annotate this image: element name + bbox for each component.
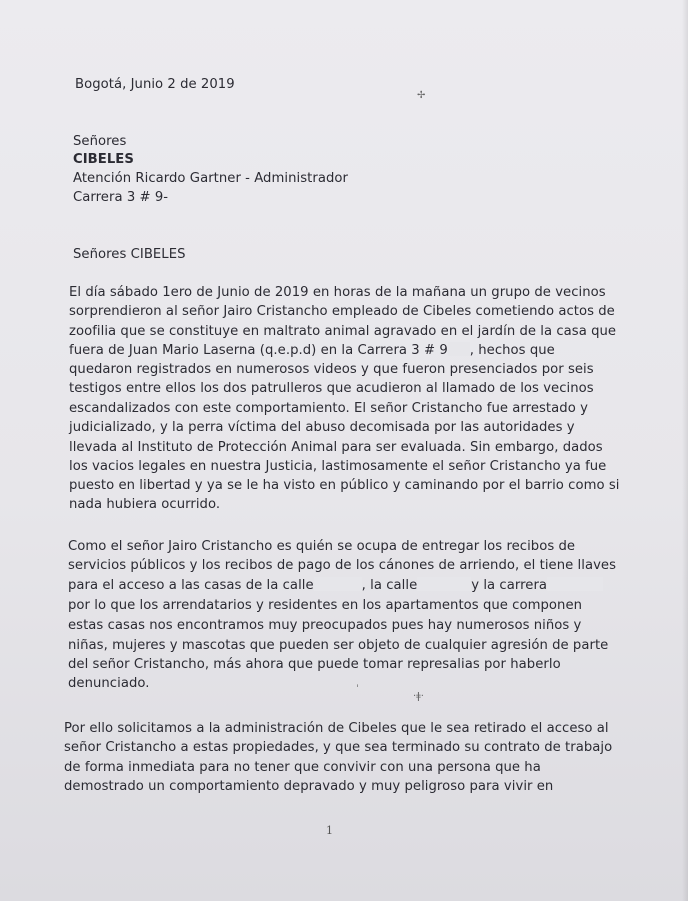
- paragraph-1-line: testigos entre ellos los dos patrulleros que acudieron al llamado de los vecinos: [69, 381, 594, 396]
- paragraph-2-line: servicios públicos y los recibos de pago de los cánones de arriendo, el tiene llaves: [68, 558, 617, 573]
- paragraph-2-text: , la calle: [361, 578, 418, 593]
- paragraph-3-line: Por ello solicitamos a la administración de Cibeles que le sea retirado el acceso al: [64, 721, 609, 736]
- page-number: 1: [326, 824, 333, 837]
- paragraph-2-text: y la carrera: [471, 578, 548, 593]
- redacted-blank: [448, 342, 470, 356]
- paragraph-3-line: de forma inmediata para no tener que convivir con una persona que ha: [64, 760, 541, 775]
- paragraph-1-line: zoofilia que se constituye en maltrato animal agravado en el jardín de la casa que: [69, 324, 617, 339]
- page-edge-shadow: [682, 0, 688, 901]
- redacted-blank: [417, 577, 471, 591]
- paragraph-1-line: judicializado, y la perra víctima del abuso decomisada por las autoridades y: [69, 420, 575, 435]
- ink-mark: ˈ: [356, 684, 359, 695]
- paragraph-1-line: [69, 342, 555, 360]
- paragraph-1-line: nada hubiera ocurrido.: [69, 497, 221, 512]
- paragraph-1-line: El día sábado 1ero de Junio de 2019 en horas de la mañana un grupo de vecinos: [69, 285, 606, 300]
- paragraph-3-line: demostrado un comportamiento depravado y muy peligroso para vivir en: [64, 779, 554, 794]
- letter-date: Bogotá, Junio 2 de 2019: [75, 77, 235, 92]
- paragraph-1-line: llevada al Instituto de Protección Animal para ser evaluada. Sin embargo, dados: [69, 440, 603, 455]
- recipient-line-1: Señores: [73, 134, 127, 149]
- paragraph-2-line: denunciado.: [68, 676, 150, 691]
- recipient-address: Carrera 3 # 9-: [73, 190, 169, 205]
- paragraph-1-line: sorprendieron al señor Jairo Cristancho empleado de Cibeles cometiendo actos de: [69, 304, 615, 319]
- recipient-attention: Atención Ricardo Gartner - Administrador: [73, 171, 348, 186]
- ink-mark: ·ǂ·: [413, 691, 424, 702]
- paragraph-3-line: señor Cristancho a estas propiedades, y que sea terminado su contrato de trabajo: [64, 740, 613, 755]
- paragraph-2-line: estas casas nos encontramos muy preocupados pues hay numerosos niños y: [68, 618, 582, 633]
- paragraph-2-line: Como el señor Jairo Cristancho es quién se ocupa de entregar los recibos de: [68, 539, 576, 554]
- redacted-blank: [314, 577, 362, 591]
- paragraph-2-text: para el acceso a las casas de la calle: [68, 578, 314, 593]
- paragraph-2-line: del señor Cristancho, más ahora que puede tomar represalias por haberlo: [68, 657, 561, 672]
- paragraph-2-line: niñas, mujeres y mascotas que pueden ser objeto de cualquier agresión de parte: [68, 638, 609, 653]
- recipient-company: CIBELES: [73, 152, 134, 167]
- paragraph-2-line: por lo que los arrendatarios y residentes en los apartamentos que componen: [68, 598, 583, 613]
- paragraph-1-line: los vacios legales en nuestra Justicia, lastimosamente el señor Cristancho ya fue: [69, 459, 607, 474]
- paragraph-2-line: [68, 577, 603, 595]
- redacted-blank: [547, 577, 603, 591]
- paragraph-1-line: quedaron registrados en numerosos videos y que fueron presenciados por seis: [69, 362, 594, 377]
- paragraph-1-line: escandalizados con este comportamiento. El señor Cristancho fue arrestado y: [69, 401, 588, 416]
- salutation: Señores CIBELES: [73, 247, 186, 262]
- paragraph-1-text: fuera de Juan Mario Laserna (q.e.p.d) en la Carrera 3 # 9: [69, 343, 448, 358]
- ink-mark: ✢: [417, 90, 426, 101]
- paragraph-1-text: , hechos que: [469, 343, 555, 358]
- paragraph-1-line: puesto en libertad y ya se le ha visto en público y caminando por el barrio como si: [69, 478, 620, 493]
